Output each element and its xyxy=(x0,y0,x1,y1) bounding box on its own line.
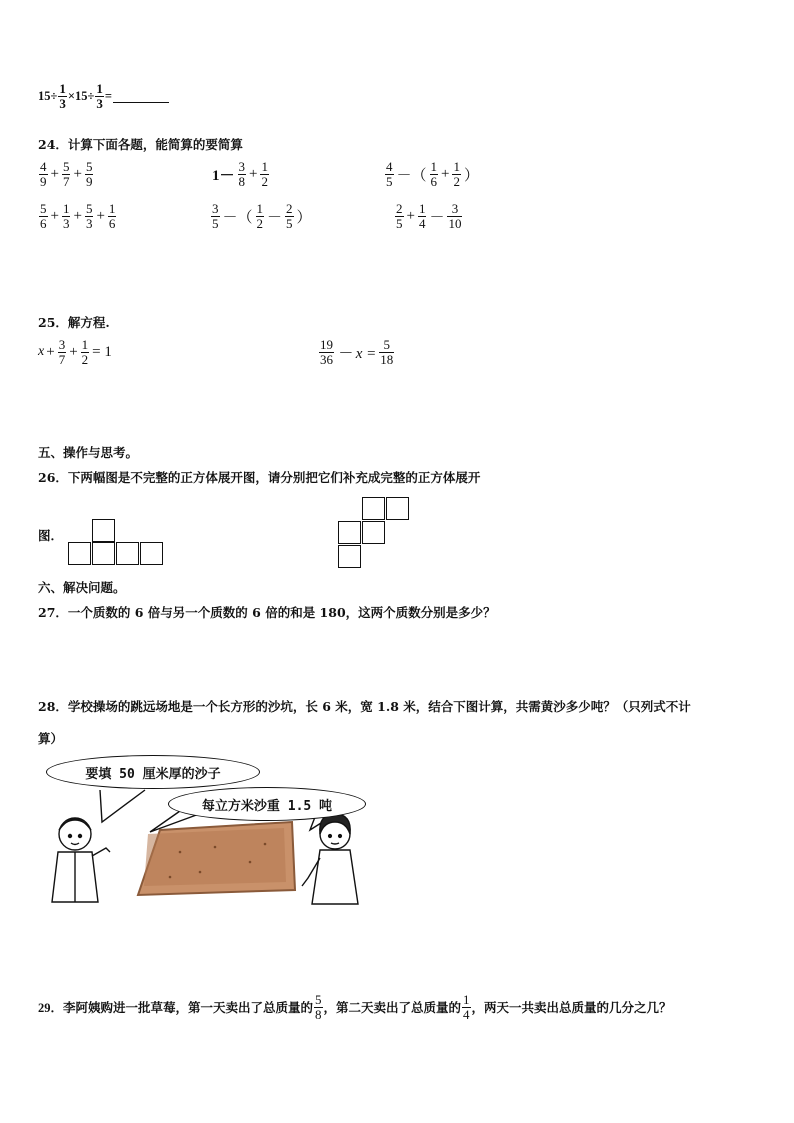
fraction xyxy=(285,202,294,230)
fraction xyxy=(39,160,48,188)
q24-title: 24．计算下面各题，能简算的要简算 xyxy=(38,137,243,152)
q25-equation-2 xyxy=(318,338,395,366)
q23-expression xyxy=(38,82,169,110)
math-token: 1 xyxy=(453,159,460,174)
math-token: 3 xyxy=(62,215,70,231)
math-token: 5 xyxy=(386,173,393,189)
net-square xyxy=(92,519,115,542)
math-token: 3 xyxy=(451,201,459,216)
fraction xyxy=(95,82,104,110)
math-token: 5 xyxy=(315,992,322,1007)
numerator: 1 xyxy=(96,81,103,96)
fraction xyxy=(108,202,117,230)
fraction xyxy=(462,993,471,1021)
math-token: 5 xyxy=(212,215,219,231)
q23-part: ×15÷ xyxy=(67,88,95,103)
math-token: 2 xyxy=(286,201,293,216)
math-token: 8 xyxy=(315,1006,322,1022)
math-token: + xyxy=(46,343,55,360)
net-square xyxy=(116,542,139,565)
q24-expr-1 xyxy=(38,160,94,188)
math-token: 36 xyxy=(320,351,333,367)
math-token: 7 xyxy=(58,351,66,367)
numerator: 1 xyxy=(59,81,66,96)
q29-part-c: ，两天一共卖出总质量的几分之几？ xyxy=(471,1001,672,1016)
q25-title: 25．解方程. xyxy=(38,315,110,330)
math-token: 2 xyxy=(256,215,264,231)
math-token: 1 xyxy=(463,992,470,1007)
math-token: + xyxy=(249,165,258,182)
fraction xyxy=(452,160,461,188)
speech-bubble-2: 每立方米沙重 1.5 吨 xyxy=(168,787,366,821)
math-token: ） xyxy=(296,209,312,226)
net-square xyxy=(68,542,91,565)
math-token: 2 xyxy=(396,201,403,216)
denominator: 3 xyxy=(96,95,103,111)
q28-text-line2: 算） xyxy=(38,731,64,746)
math-token: + xyxy=(406,207,415,224)
math-token: 1 xyxy=(81,337,89,352)
math-token: － xyxy=(267,209,283,226)
fraction xyxy=(58,82,67,110)
math-token: + xyxy=(441,165,450,182)
q29-part-a: 29．李阿姨购进一批草莓，第一天卖出了总质量的 xyxy=(38,1001,314,1016)
math-token: 5 xyxy=(85,201,93,216)
math-token: － x = xyxy=(337,345,377,362)
q26-title: 26．下两幅图是不完整的正方体展开图，请分别把它们补充成完整的正方体展开 xyxy=(38,470,481,485)
fraction xyxy=(447,202,462,230)
section-6-heading: 六、解决问题。 xyxy=(38,580,126,595)
math-token: 3 xyxy=(85,215,93,231)
math-token: + xyxy=(50,165,59,182)
q24-expr-3 xyxy=(384,160,481,188)
fraction xyxy=(85,160,94,188)
math-token: 5 xyxy=(40,201,47,216)
fraction xyxy=(211,202,220,230)
section-5-heading: 五、操作与思考。 xyxy=(38,445,139,460)
q28-text-line1: 28．学校操场的跳远场地是一个长方形的沙坑，长 6 米，宽 1.8 米，结合下图计算，共需黄沙多少吨？（只列式不计 xyxy=(38,699,691,714)
math-token: + xyxy=(73,165,82,182)
math-token: 5 xyxy=(286,215,293,231)
math-token: = 1 xyxy=(92,343,112,360)
fraction xyxy=(39,202,48,230)
fraction xyxy=(395,202,404,230)
math-token: 5 xyxy=(62,159,70,174)
math-token: 6 xyxy=(430,173,438,189)
q24-expr-2 xyxy=(210,160,270,188)
boy-figure xyxy=(52,818,110,902)
math-token: 1－ xyxy=(212,167,235,184)
math-token: 1 xyxy=(418,201,426,216)
math-token: 1 xyxy=(430,159,438,174)
net-square xyxy=(386,497,409,520)
math-token: + xyxy=(73,207,82,224)
net-square xyxy=(362,521,385,544)
math-token: + xyxy=(69,343,78,360)
q24-expr-6 xyxy=(394,202,463,230)
fraction xyxy=(81,338,90,366)
math-token: 18 xyxy=(380,351,394,367)
math-token: 4 xyxy=(386,159,393,174)
fraction xyxy=(62,202,71,230)
math-token: + xyxy=(96,207,105,224)
math-token: 2 xyxy=(261,173,268,189)
net-square xyxy=(338,521,361,544)
fraction xyxy=(238,160,247,188)
math-token: 1 xyxy=(108,201,116,216)
math-token: －（ xyxy=(396,167,427,184)
fraction xyxy=(256,202,265,230)
fraction xyxy=(85,202,94,230)
math-token: 5 xyxy=(85,159,93,174)
fraction xyxy=(260,160,269,188)
math-token: 19 xyxy=(320,337,333,352)
math-token: 5 xyxy=(396,215,403,231)
math-token: 9 xyxy=(85,173,93,189)
denominator: 3 xyxy=(59,95,66,111)
math-token: x xyxy=(38,344,45,360)
fraction xyxy=(430,160,439,188)
math-token: 4 xyxy=(463,1006,470,1022)
math-token: 6 xyxy=(108,215,116,231)
math-token: 5 xyxy=(383,337,391,352)
net-square xyxy=(92,542,115,565)
fraction xyxy=(385,160,394,188)
math-token: 1 xyxy=(62,201,70,216)
math-token: 7 xyxy=(62,173,70,189)
fraction xyxy=(314,993,323,1021)
math-token: ） xyxy=(463,167,479,184)
q23-part: = xyxy=(104,88,112,103)
q25-equation-1 xyxy=(38,338,114,366)
math-token: 10 xyxy=(448,215,462,231)
q26-tail: 图． xyxy=(38,528,64,543)
q29-text xyxy=(38,993,672,1021)
net-square xyxy=(338,545,361,568)
fraction xyxy=(379,338,394,366)
math-token: 3 xyxy=(238,159,246,174)
math-token: －（ xyxy=(222,209,253,226)
math-token: 2 xyxy=(453,173,460,189)
math-token: + xyxy=(50,207,59,224)
math-token: 4 xyxy=(40,159,47,174)
math-token: 2 xyxy=(81,351,89,367)
q24-expr-4 xyxy=(38,202,117,230)
net-square xyxy=(140,542,163,565)
math-token: 9 xyxy=(40,173,47,189)
net-square xyxy=(362,497,385,520)
math-token: 1 xyxy=(256,201,264,216)
fraction xyxy=(418,202,427,230)
math-token: 4 xyxy=(418,215,426,231)
math-token: 3 xyxy=(58,337,66,352)
q27-text: 27．一个质数的 6 倍与另一个质数的 6 倍的和是 180，这两个质数分别是多少？ xyxy=(38,605,496,620)
fraction xyxy=(319,338,334,366)
speech-bubble-1: 要填 50 厘米厚的沙子 xyxy=(46,755,260,789)
q24-expr-5 xyxy=(210,202,314,230)
math-token: － xyxy=(429,209,445,226)
answer-blank[interactable] xyxy=(113,90,169,103)
fraction xyxy=(62,160,71,188)
math-token: 1 xyxy=(261,159,268,174)
math-token: 6 xyxy=(40,215,47,231)
q29-part-b: ，第二天卖出了总质量的 xyxy=(323,1001,462,1016)
math-token: 8 xyxy=(238,173,246,189)
fraction xyxy=(58,338,67,366)
q23-part: 15÷ xyxy=(38,88,58,103)
math-token: 3 xyxy=(212,201,219,216)
